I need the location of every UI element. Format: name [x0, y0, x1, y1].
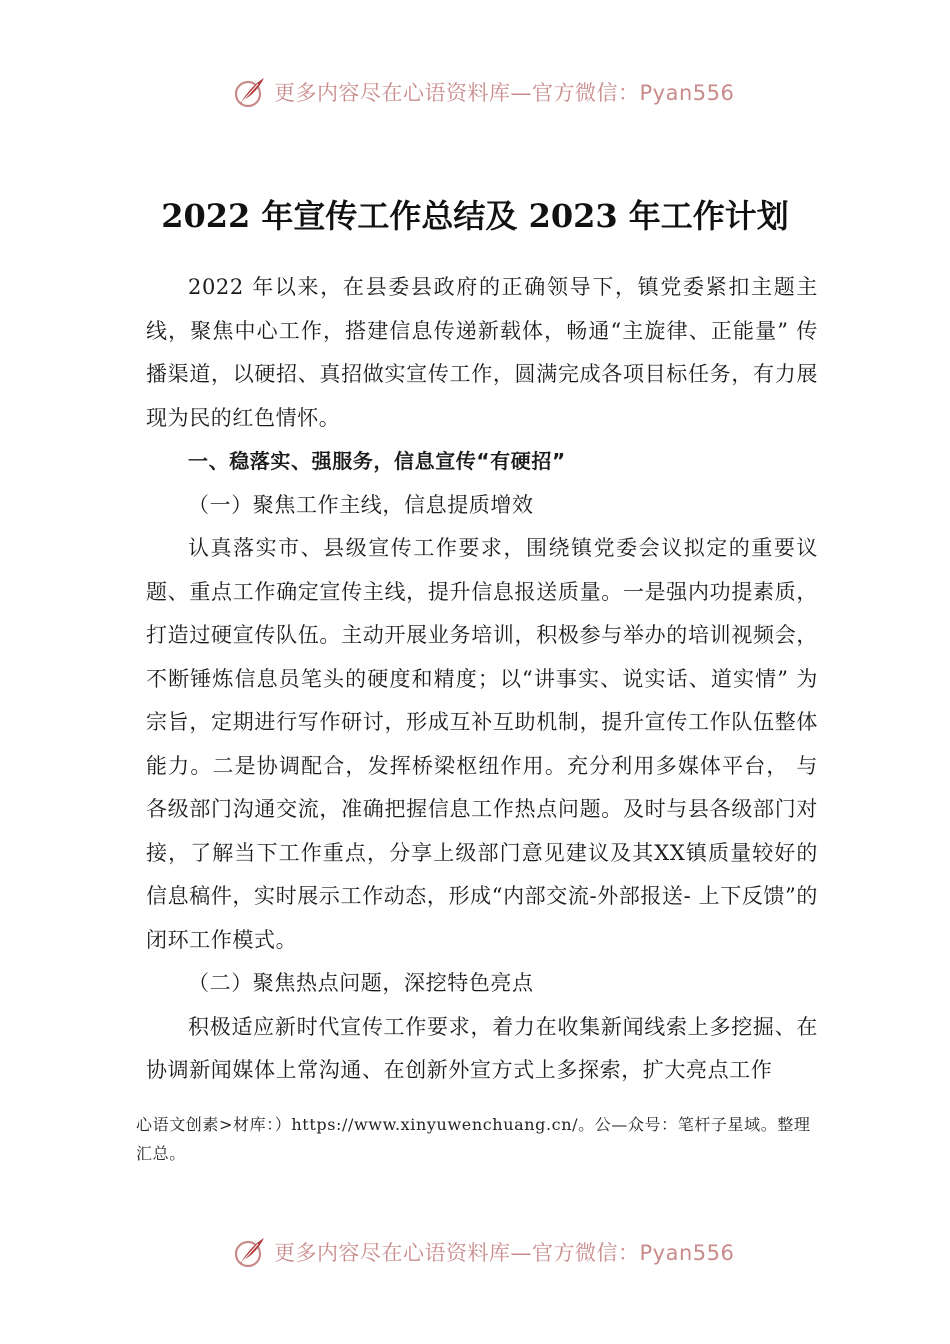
header-watermark-banner [232, 72, 752, 112]
watermark-text: 更多内容尽在心语资料库—官方微信：Pyan556 [274, 1241, 735, 1265]
section-heading-1: 一、稳落实、强服务，信息宣传“有硬招” [188, 449, 566, 473]
subsection-heading-1: （一）聚焦工作主线，信息提质增效 [188, 492, 534, 517]
source-note: 心语文创素>材库：）https://www.xinyuwenchuang.cn/。公—众号：笔杆子星域。整理汇总。 [136, 1115, 811, 1163]
subsection-2-paragraph: 积极适应新时代宣传工作要求，着力在收集新闻线索上多挖掘、在协调新闻媒体上常沟通、在创新外宣方式上多探索，扩大亮点工作 [146, 1014, 818, 1082]
watermark-text: 更多内容尽在心语资料库—官方微信：Pyan556 [274, 81, 735, 105]
document-body [146, 266, 818, 1093]
footer-watermark-banner [232, 1232, 752, 1272]
feather-pen-icon [232, 74, 268, 110]
feather-pen-icon [232, 1234, 268, 1270]
subsection-heading-2: （二）聚焦热点问题，深挖特色亮点 [188, 971, 534, 995]
document-title: 2022 年宣传工作总结及 2023 年工作计划 [161, 197, 789, 236]
intro-paragraph: 2022 年以来，在县委县政府的正确领导下，镇党委紧扣主题主线，聚焦中心工作，搭建信息传递新载体，畅通“主旋律、正能量” 传播渠道，以硬招、真招做实宣传工作，圆满完成各项目标任务，有力展现为民的红色情怀。 [146, 275, 818, 430]
subsection-1-paragraph: 认真落实市、县级宣传工作要求，围绕镇党委会议拟定的重要议题、重点工作确定宣传主线，提升信息报送质量。一是强内功提素质， 打造过硬宣传队伍。主动开展业务培训，积极参与举办的培训视频会， 不断锤炼信息员笔头的硬度和精度；以“讲事实、说实话、道实情” 为宗旨，定期进行写作研讨，形成互补互助机制，提升宣传工作队伍整体能力。二是协调配合，发挥桥梁枢纽作用。充分利用多媒体平台， 与各级部门沟通交流，准确把握信息工作热点问题。及时与县各级部门对接，了解当下工作重点，分享上级部门意见建议及其XX镇质量较好的信息稿件，实时展示工作动态，形成“内部交流-外部报送- 上下反馈”的闭环工作模式。 [146, 536, 818, 952]
